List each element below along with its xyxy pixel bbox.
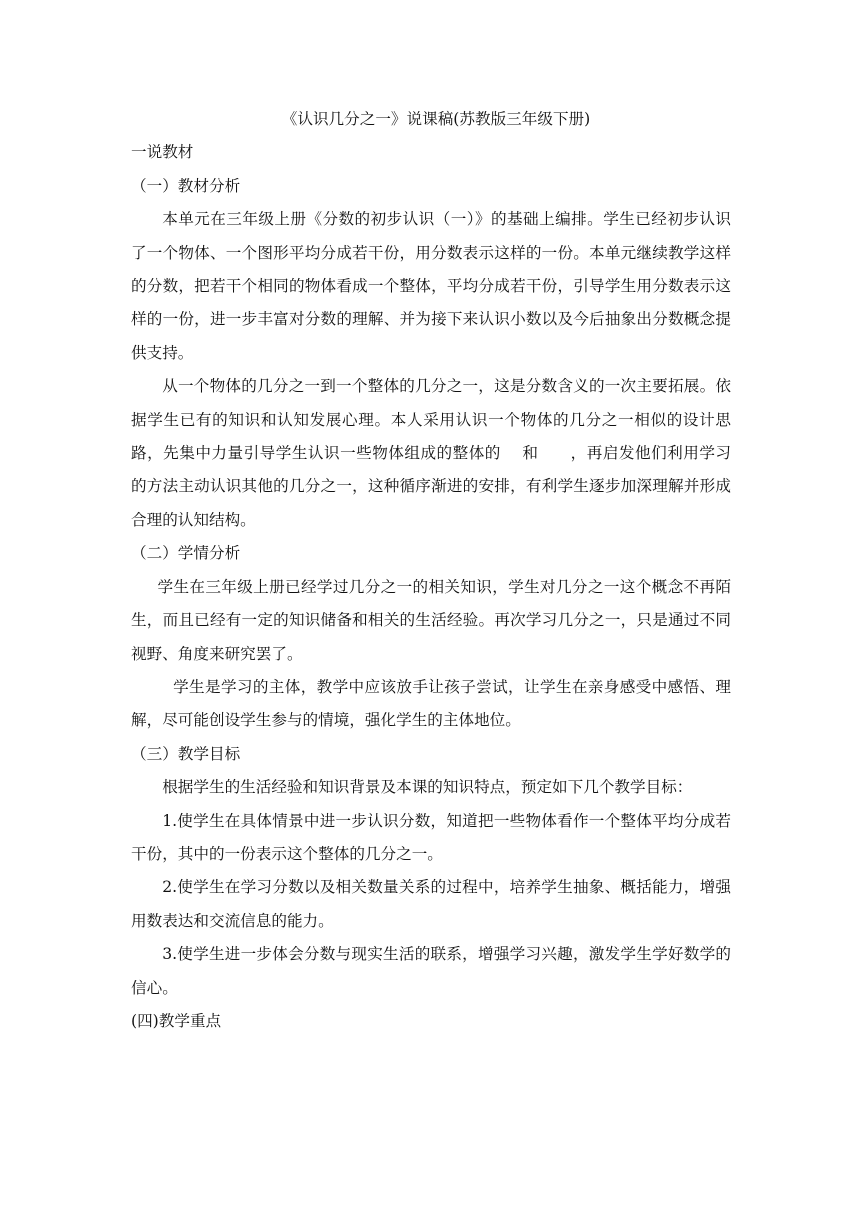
subheading-student-analysis: （二）学情分析 [131, 544, 241, 563]
document-body [131, 103, 763, 1038]
paragraph-student-analysis-1: 学生在三年级上册已经学过几分之一的相关知识，学生对几分之一这个概念不再陌生，而且已经有一定的知识储备和相关的生活经验。再次学习几分之一，只是通过不同视野、角度来研究罢了。 [131, 577, 731, 663]
paragraph-student-analysis-2: 学生是学习的主体，教学中应该放手让孩子尝试，让学生在亲身感受中感悟、理解，尽可能创设学生参与的情境，强化学生的主体地位。 [131, 677, 731, 730]
document-title: 《认识几分之一》说课稿(苏教版三年级下册) [281, 110, 591, 128]
subheading-teaching-focus: (四)教学重点 [131, 1011, 222, 1030]
paragraph-textbook-analysis-1: 本单元在三年级上册《分数的初步认识（一）》的基础上编排。学生已经初步认识了一个物体、一个图形平均分成若干份，用分数表示这样的一份。本单元继续教学这样的分数，把若干个相同的物体看成一个整体，平均分成若干份，引导学生用分数表示这样的一份，进一步丰富对分数的理解、并为接下来认识小数以及今后抽象出分数概念提供支持。 [131, 210, 731, 362]
paragraph-textbook-analysis-2: 从一个物体的几分之一到一个整体的几分之一，这是分数含义的一次主要拓展。依据学生已有的知识和认知发展心理。本人采用认识一个物体的几分之一相似的设计思路，先集中力量引导学生认识一些物体组成的整体的 和 ，再启发他们利用学习 的方法主动认识其他的几分之一，这种循序渐进的安排，有利学生逐步加深理解并形成合理的认知结构。 [131, 377, 763, 529]
subheading-textbook-analysis: （一）教材分析 [131, 176, 241, 195]
subheading-teaching-goals: （三）教学目标 [131, 744, 241, 763]
paragraph-teaching-goals-intro: 根据学生的生活经验和知识背景及本课的知识特点，预定如下几个教学目标： [162, 778, 693, 797]
teaching-goal-item: 2.使学生在学习分数以及相关数量关系的过程中，培养学生抽象、概括能力，增强用数表达和交流信息的能力。 [131, 878, 731, 930]
teaching-goal-item: 1.使学生在具体情景中进一步认识分数，知道把一些物体看作一个整体平均分成若干份，其中的一份表示这个整体的几分之一。 [131, 811, 731, 863]
teaching-goal-item: 3.使学生进一步体会分数与现实生活的联系，增强学习兴趣，激发学生学好数学的信心。 [131, 945, 731, 997]
section-heading-textbook: 一说教材 [131, 143, 194, 162]
